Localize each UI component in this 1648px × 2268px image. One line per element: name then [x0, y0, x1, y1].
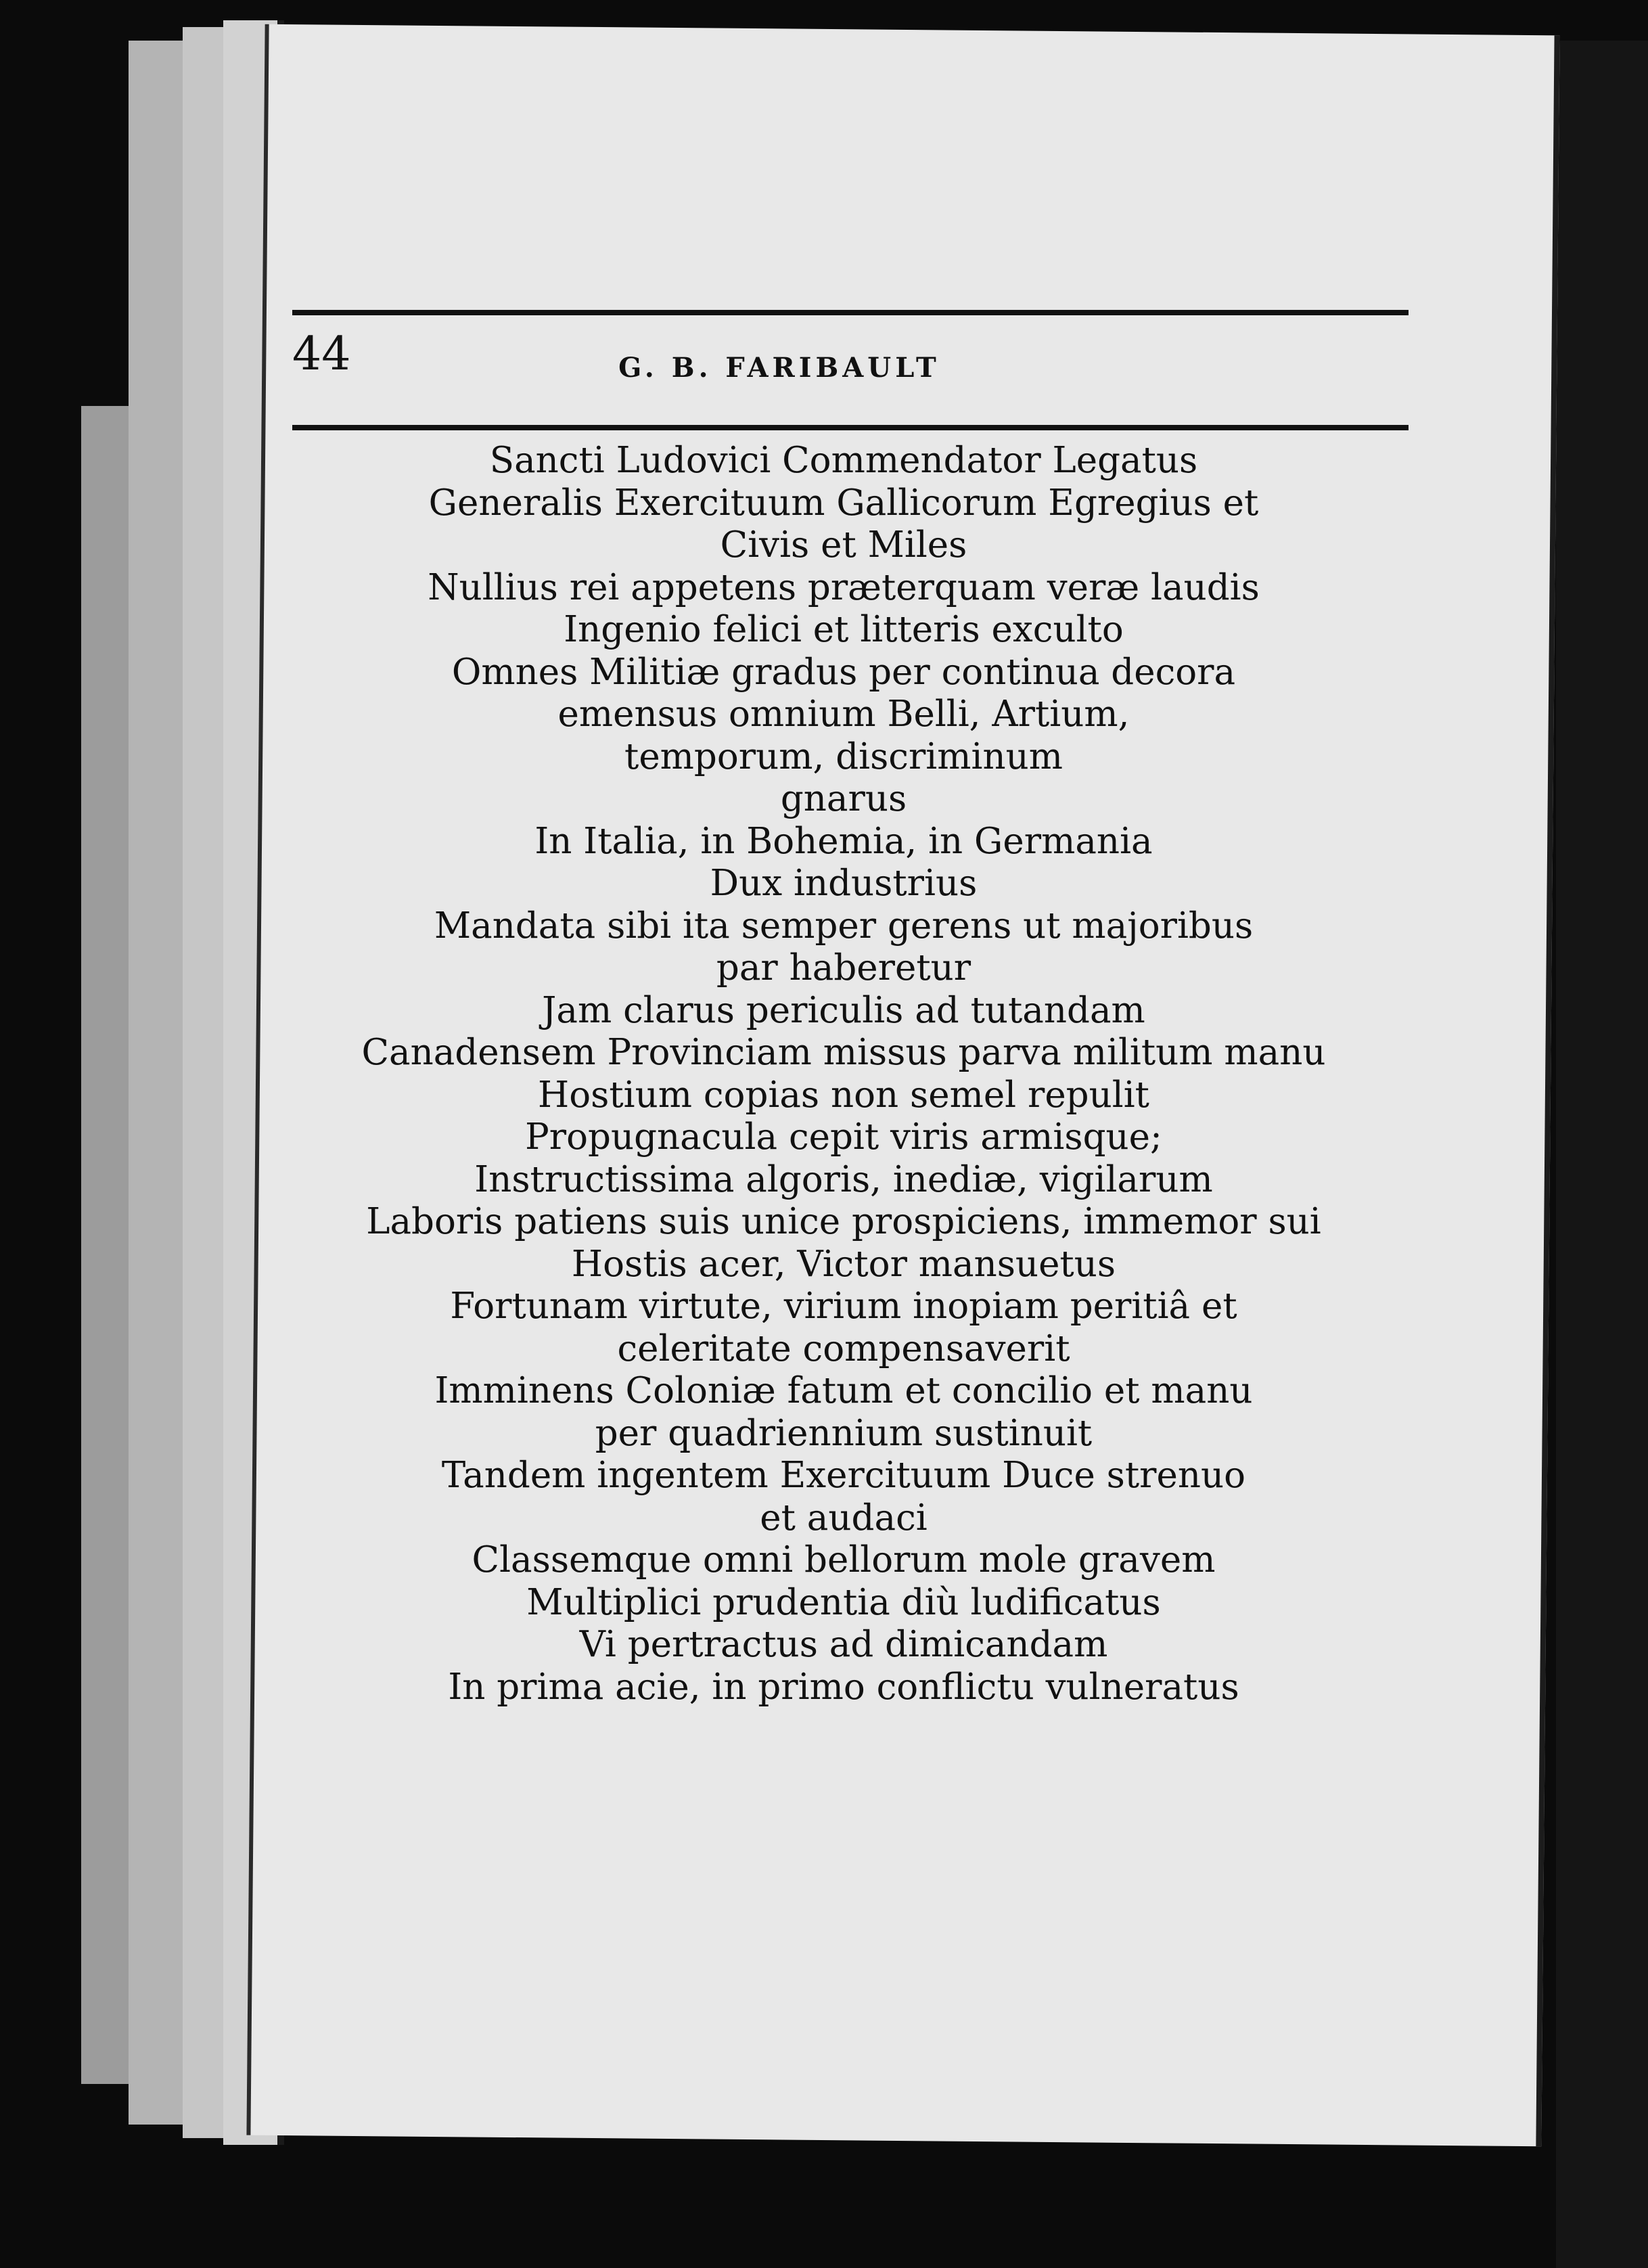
inscription-line: Vi pertractus ad dimicandam: [579, 1624, 1108, 1665]
inscription-line: emensus omnium Belli, Artium,: [557, 694, 1130, 735]
inscription-line: Hostium copias non semel repulit: [538, 1074, 1149, 1116]
inscription-line: Sancti Ludovici Commendator Legatus: [489, 440, 1198, 481]
inscription-line: Instructissima algoris, inediӕ, vigilarum: [474, 1158, 1213, 1200]
inscription-line: Classemque omni bellorum mole gravem: [472, 1539, 1216, 1581]
inscription-line: Omnes Militiӕ gradus per continua decora: [451, 651, 1236, 693]
facing-page-shadow: [1556, 41, 1648, 2268]
inscription-line: In prima acie, in primo conflictu vulneratus: [448, 1666, 1239, 1708]
header-rule-top: [292, 310, 1409, 315]
inscription-line: In Italia, in Bohemia, in Germania: [534, 820, 1153, 862]
inscription-line: et audaci: [760, 1497, 928, 1539]
inscription-line: Fortunam virtute, virium inopiam peritiâ et: [450, 1286, 1237, 1327]
inscription-line: celeritate compensaverit: [617, 1328, 1070, 1369]
inscription-line: par haberetur: [716, 947, 971, 989]
inscription-line: Laboris patiens suis unice prospiciens, immemor sui: [366, 1201, 1321, 1242]
running-head: G. B. FARIBAULT: [618, 352, 940, 384]
inscription-line: Generalis Exercituum Gallicorum Egregius et: [428, 482, 1259, 524]
inscription-line: temporum, discriminum: [624, 735, 1063, 777]
inscription-line: Jam clarus periculis ad tutandam: [542, 989, 1145, 1031]
inscription-text: [252, 440, 1436, 1708]
inscription-line: per quadriennium sustinuit: [595, 1412, 1093, 1454]
inscription-line: Dux industrius: [710, 863, 978, 904]
inscription-line: Nullius rei appetens prӕterquam verӕ laudis: [428, 566, 1260, 608]
header-rule-bottom: [292, 425, 1409, 430]
inscription-line: Mandata sibi ita semper gerens ut majoribus: [434, 905, 1254, 947]
inscription-line: Ingenio felici et litteris exculto: [564, 609, 1124, 650]
inscription-line: Canadensem Provinciam missus parva militum manu: [361, 1032, 1326, 1073]
page-number: 44: [292, 327, 351, 381]
inscription-line: Hostis acer, Victor mansuetus: [571, 1243, 1116, 1285]
inscription-line: Civis et Miles: [720, 524, 967, 566]
inscription-line: gnarus: [780, 778, 907, 819]
inscription-line: Tandem ingentem Exercituum Duce strenuo: [441, 1455, 1246, 1496]
inscription-line: Multiplici prudentia diù ludificatus: [526, 1581, 1161, 1623]
page-header: [292, 310, 1409, 432]
inscription-line: Propugnacula cepit viris armisque;: [525, 1116, 1162, 1158]
inscription-line: Imminens Coloniӕ fatum et concilio et manu: [434, 1370, 1253, 1411]
